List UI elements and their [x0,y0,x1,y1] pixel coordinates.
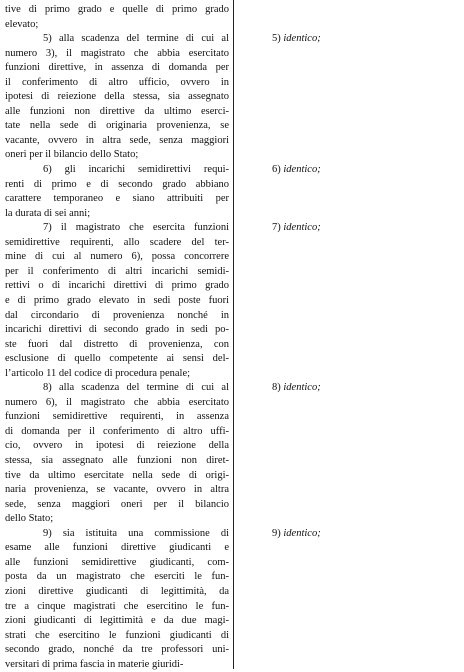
text-line: ste fuori dal distretto di provenienza, con [5,338,229,350]
text-line: oneri per il bilancio dello Stato; [5,149,139,161]
text-line: secondo grado, nonché da tre professori uni- [5,644,229,656]
text-line: funzioni semidirettive requirenti, in assenza [5,411,229,423]
paragraph [5,527,229,672]
text-line: carattere temporaneo e siano attribuiti per [5,193,229,205]
text-line: elevato; [5,18,39,30]
text-line: funzioni direttive, in assenza di domanda per [5,62,229,74]
paragraph [5,32,229,163]
text-line: mine di cui al numero 6), possa concorrere [5,251,229,263]
text-line: vacante, ovvero in altra sede, senza maggiori [5,134,229,146]
text-line: dal circondario di provenienza nonché in [5,309,229,321]
text-line: di domanda per il conferimento di altro uffi- [5,425,229,437]
text-line: posta da un magistrato che eserciti le fun- [5,571,229,583]
text-line: tre a cinque magistrati che esercitino le fun- [5,600,229,612]
text-line: tate nella sede di originaria provenienza, se [5,120,229,132]
text-line: tive da ultimo esercitate nella sede di origi- [5,469,229,481]
text-line: e di primo grado elevato in sedi poste fuori [5,294,229,306]
text-line: 6) gli incarichi semidirettivi requi- [43,164,229,176]
text-line: numero 6), il magistrato che abbia esercitato [5,396,229,408]
text-line: tive di primo grado e quelle di primo grado [5,4,229,15]
text-line: l’articolo 11 del codice di procedura penale; [5,367,191,379]
paragraph [5,381,229,526]
identical-text: identico; [283,222,321,234]
identical-marker [272,381,321,396]
text-line: per il conferimento di altri incarichi semidi- [5,265,229,277]
paragraph [5,3,229,32]
identical-marker [272,32,321,47]
item-number: 6) [272,164,281,176]
text-line: il conferimento di altro ufficio, ovvero in [5,76,229,88]
item-number: 8) [272,382,281,394]
text-line: stessa, sia assegnato alle funzioni non diret- [5,455,229,467]
identical-text: identico; [283,382,321,394]
text-line: renti di primo e di secondo grado abbiano [5,178,229,190]
text-line: strati che esercitino le funzioni giudicanti di [5,629,229,641]
item-number: 5) [272,33,281,45]
text-line: alle funzioni semidirettive giudicanti, com- [5,556,229,568]
identical-marker [272,527,321,542]
text-line: rettivi o di incarichi direttivi di primo grado [5,280,229,292]
identical-text: identico; [283,33,321,45]
column-divider [233,0,234,669]
paragraph [5,221,229,381]
text-line: semidirettive requirenti, allo scadere del ter- [5,236,229,248]
text-line: la durata di sei anni; [5,207,91,219]
text-line: 7) il magistrato che esercita funzioni [43,222,229,234]
text-line: cio, ovvero in ipotesi di reiezione della [5,440,229,452]
text-line: sede, senza maggiori oneri per il bilancio [5,498,229,510]
text-line: 9) sia istituita una commissione di [43,527,229,539]
identical-marker [272,221,321,236]
identical-marker [272,163,321,178]
text-line: alle funzioni non direttive da ultimo eserci- [5,105,229,117]
text-line: incarichi direttivi di secondo grado in sedi po- [5,324,229,336]
text-line: esclusione di quello competente ai sensi del- [5,353,229,365]
item-number: 9) [272,527,281,539]
text-line: versitari di prima fascia in materie giuridi- [5,658,184,670]
text-line: zioni giudicanti di legittimità e da due magi- [5,615,229,627]
item-number: 7) [272,222,281,234]
text-line: naria provenienza, se vacante, ovvero in altra [5,484,229,496]
text-line: 8) alla scadenza del termine di cui al [43,382,229,394]
text-line: numero 3), il magistrato che abbia esercitato [5,47,229,59]
paragraph [5,163,229,221]
text-line: 5) alla scadenza del termine di cui al [43,33,229,45]
identical-text: identico; [283,527,321,539]
identical-text: identico; [283,164,321,176]
text-line: zioni direttive giudicanti di legittimità, da [5,585,229,597]
text-line: ipotesi di reiezione della stessa, sia assegnato [5,91,229,103]
text-line: esame alle funzioni direttive giudicanti e [5,542,229,554]
text-line: dello Stato; [5,513,54,525]
